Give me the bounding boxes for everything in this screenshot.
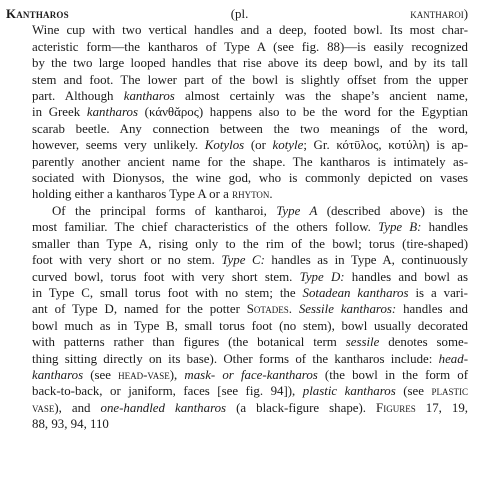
entry-line: Of the principal forms of kantharoi, Type A (described above) is the bbox=[52, 203, 469, 218]
entry-line: back-to-back, or janiform, faces [see fig. 94]), plastic kantharos (see plastic bbox=[32, 384, 468, 399]
entry-line: with patterns rather than figures (the botanical term sessile denotes some- bbox=[32, 335, 468, 350]
dictionary-entry bbox=[6, 6, 468, 433]
entry-line: smaller than Type A, rising only to the rim of the bowl; torus (tire-shaped) bbox=[32, 236, 468, 251]
entry-line: bowl much as in Type B, small torus foot (no stem), bowl usually decorated bbox=[32, 318, 468, 333]
entry-line: parently another ancient name for the shape. The kantharos is intimately as- bbox=[32, 154, 468, 169]
entry-line: Wine cup with two vertical handles and a deep, footed bowl. Its most char- bbox=[32, 23, 468, 38]
entry-line: sociated with Dionysos, the wine god, who is commonly depicted on vases bbox=[32, 171, 468, 186]
entry-line: scarab beetle. Any connection between the two meanings of the word, bbox=[32, 121, 468, 136]
entry-line: kantharos (see head-vase), mask- or face-kantharos (the bowl in the form of bbox=[32, 367, 468, 382]
entry-line: curved bowl, torus foot with very short stem. Type D: handles and bowl as bbox=[32, 269, 468, 284]
entry-line: part. Although kantharos almost certainly was the shape’s ancient name, bbox=[32, 89, 468, 104]
entry-line: vase), and one-handled kantharos (a black-figure shape). Figures 17, 19, bbox=[32, 400, 468, 415]
entry-line: in Type C, small torus foot with no stem; the Sotadean kantharos is a vari- bbox=[32, 285, 468, 300]
entry-line: by the two large looped handles that rise above its deep bowl, and by its tall bbox=[32, 56, 468, 71]
entry-line: stem and foot. The lower part of the bowl is slightly offset from the upper bbox=[32, 72, 468, 87]
entry-line: thing sitting directly on its base). Other forms of the kantharos include: head- bbox=[32, 351, 468, 366]
entry-line: most familiar. The chief characteristics of the others follow. Type B: handles bbox=[32, 220, 468, 235]
entry-line: Kantharos (pl. kantharoi) bbox=[6, 7, 468, 21]
entry-line: ant of Type D, named for the potter Sotades. Sessile kantharos: handles and bbox=[32, 302, 468, 317]
entry-line: 88, 93, 94, 110 bbox=[32, 417, 109, 432]
entry-line: in Greek kantharos (κάνθᾰρος) happens also to be the word for the Egyptian bbox=[32, 105, 469, 120]
entry-line: however, seems very unlikely. Kotylos (or kotyle; Gr. κότῡλος, κοτύλη) is ap- bbox=[32, 138, 468, 153]
entry-line: foot with very short or no stem. Type C: handles as in Type A, continuously bbox=[32, 253, 468, 268]
entry-line: holding either a kantharos Type A or a rhyton. bbox=[32, 187, 273, 202]
entry-line: acteristic form—the kantharos of Type A (see fig. 88)—is easily recognized bbox=[32, 39, 468, 54]
